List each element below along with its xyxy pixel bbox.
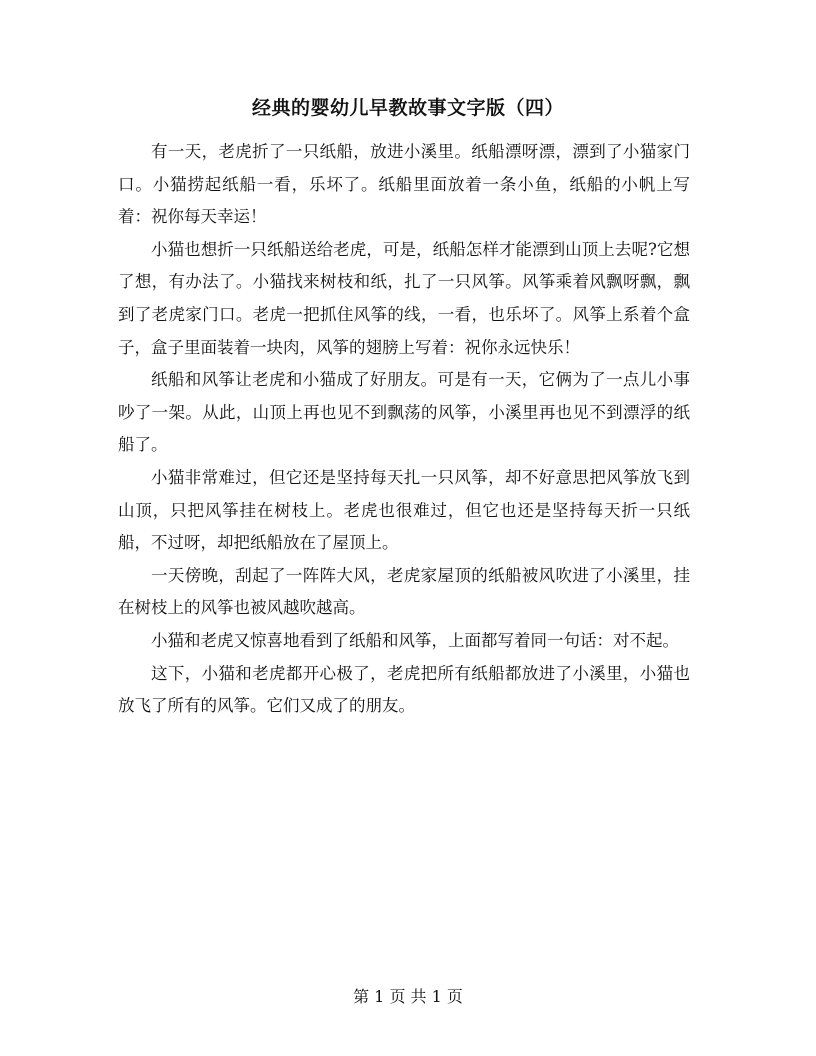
paragraph-4: 小猫非常难过，但它还是坚持每天扎一只风筝，却不好意思把风筝放飞到山顶，只把风筝挂在树枝上。老虎也很难过，但它也还是坚持每天折一只纸船，不过呀，却把纸船放在了屋顶上。: [118, 467, 690, 553]
paragraph-3: 纸船和风筝让老虎和小猫成了好朋友。可是有一天，它俩为了一点儿小事吵了一架。从此，山顶上再也见不到飘荡的风筝，小溪里再也见不到漂浮的纸船了。: [118, 370, 690, 455]
document-body: [118, 136, 690, 723]
paragraph-7: 这下，小猫和老虎都开心极了，老虎把所有纸船都放进了小溪里，小猫也放飞了所有的风筝。它们又成了的朋友。: [118, 663, 690, 716]
paragraph-5: 一天傍晚，刮起了一阵阵大风，老虎家屋顶的纸船被风吹进了小溪里，挂在树枝上的风筝也被风越吹越高。: [118, 565, 690, 618]
paragraph-6: 小猫和老虎又惊喜地看到了纸船和风筝，上面都写着同一句话：对不起。: [151, 630, 679, 650]
page-footer: 第 1 页 共 1 页: [353, 987, 463, 1006]
paragraph-1: 有一天，老虎折了一只纸船，放进小溪里。纸船漂呀漂，漂到了小猫家门口。小猫捞起纸船一看，乐坏了。纸船里面放着一条小鱼，纸船的小帆上写着：祝你每天幸运！: [118, 142, 690, 227]
paragraph-2: 小猫也想折一只纸船送给老虎，可是，纸船怎样才能漂到山顶上去呢?它想了想，有办法了。小猫找来树枝和纸，扎了一只风筝。风筝乘着风飘呀飘，飘到了老虎家门口。老虎一把抓住风筝的线，一看，也乐坏了。风筝上系着个盒子，盒子里面装着一块肉，风筝的翅膀上写着：祝你永远快乐！: [118, 239, 690, 357]
document-title: 经典的婴幼儿早教故事文字版（四）: [251, 97, 564, 119]
